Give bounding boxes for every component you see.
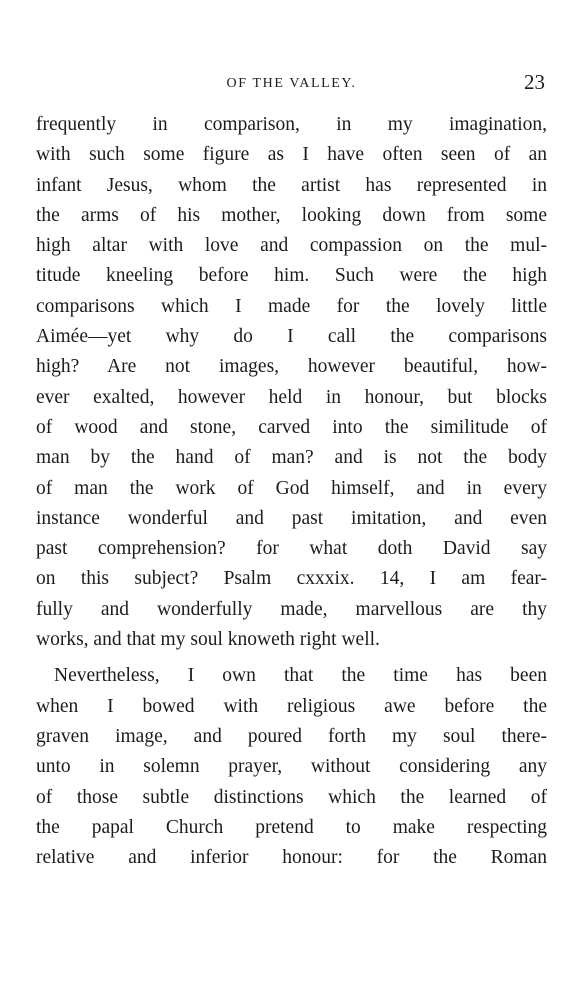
paragraph-1 bbox=[36, 110, 547, 655]
text-line: comparisons which I made for the lovely little bbox=[36, 295, 547, 317]
text-line: frequently in comparison, in my imagination, bbox=[36, 114, 547, 135]
text-line: works, and that my soul knoweth right well. bbox=[36, 629, 380, 651]
text-line: man by the hand of man? and is not the body bbox=[36, 447, 547, 469]
text-line: past comprehension? for what doth David say bbox=[36, 538, 547, 560]
running-title: OF THE VALLEY. bbox=[226, 76, 357, 91]
text-line: titude kneeling before him. Such were the high bbox=[36, 265, 547, 287]
text-line: with such some figure as I have often seen of an bbox=[36, 144, 547, 166]
text-line: of wood and stone, carved into the similitude of bbox=[36, 416, 547, 438]
text-line: instance wonderful and past imitation, and even bbox=[36, 507, 547, 529]
page-number: 23 bbox=[524, 70, 545, 94]
text-line: when I bowed with religious awe before the bbox=[36, 695, 547, 717]
text-line: fully and wonderfully made, marvellous are thy bbox=[36, 598, 547, 620]
text-line: infant Jesus, whom the artist has represented in bbox=[36, 174, 547, 196]
text-line: of man the work of God himself, and in every bbox=[36, 477, 547, 499]
text-line: unto in solemn prayer, without considering any bbox=[36, 756, 547, 778]
text-line: the arms of his mother, looking down from some bbox=[36, 204, 547, 226]
paragraph-2 bbox=[36, 661, 547, 873]
text-line: Aimée—yet why do I call the comparisons bbox=[36, 326, 547, 348]
running-head bbox=[36, 70, 547, 98]
text-line: high altar with love and compassion on the mul- bbox=[36, 235, 547, 257]
text-line: Nevertheless, I own that the time has been bbox=[54, 665, 547, 687]
text-line: the papal Church pretend to make respecting bbox=[36, 816, 547, 838]
text-line: of those subtle distinctions which the learned of bbox=[36, 786, 547, 808]
text-line: on this subject? Psalm cxxxix. 14, I am fear- bbox=[36, 568, 547, 590]
text-line: graven image, and poured forth my soul there- bbox=[36, 725, 547, 747]
text-line: high? Are not images, however beautiful, how- bbox=[36, 356, 547, 378]
body-text bbox=[36, 110, 547, 873]
text-line: relative and inferior honour: for the Roman bbox=[36, 847, 547, 869]
text-line: ever exalted, however held in honour, but blocks bbox=[36, 386, 547, 408]
